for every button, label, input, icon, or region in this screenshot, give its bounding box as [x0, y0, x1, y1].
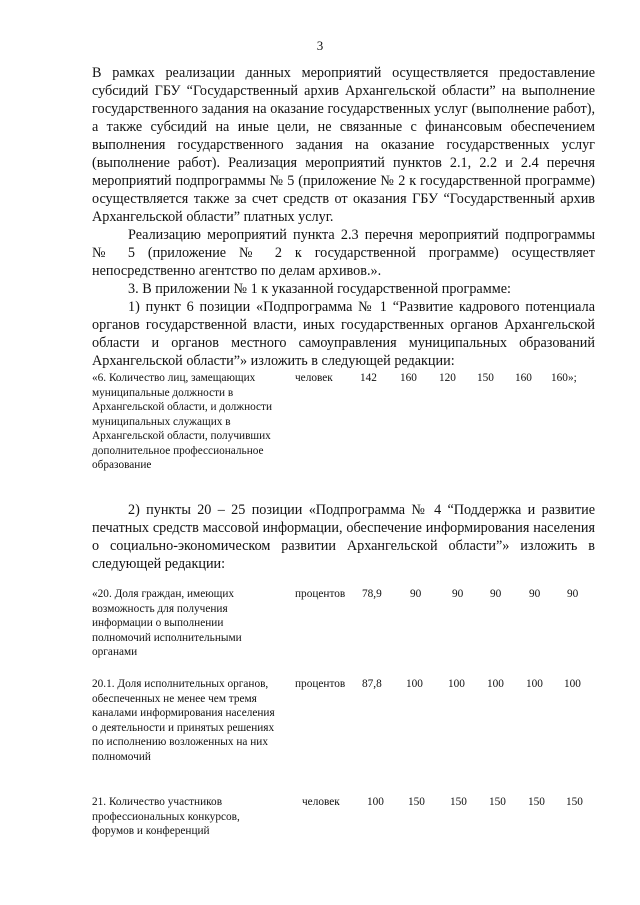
- indicator-value: 90: [529, 588, 541, 600]
- document-body: [92, 64, 595, 865]
- indicator-unit: человек: [302, 796, 340, 808]
- indicator-value: 90: [567, 588, 579, 600]
- indicator-value: 160: [515, 372, 532, 384]
- indicator-unit: человек: [295, 372, 333, 384]
- indicator-value: 150: [566, 796, 583, 808]
- indicator-value: 100: [448, 678, 465, 690]
- indicator-value: 100: [564, 678, 581, 690]
- paragraph-appendix-1: 3. В приложении № 1 к указанной государственной программе:: [128, 281, 511, 297]
- page-number: 3: [316, 38, 324, 53]
- indicator-value: 90: [410, 588, 422, 600]
- indicator-value: 150: [408, 796, 425, 808]
- paragraph-item-2-3: Реализацию мероприятий пункта 2.3 перечня мероприятий подпрограммы № 5 (приложение № 2 к государственной программе) осуществляет непосредственно агентство по делам архивов.».: [92, 227, 595, 279]
- indicator-value: 142: [360, 372, 377, 384]
- indicator-label: «6. Количество лиц, замещающих муниципальные должности в Архангельской области, и должности муниципальных служащих в Архангельской области, получивших дополнительное профессиональное образование: [92, 372, 273, 471]
- indicator-value: 100: [526, 678, 543, 690]
- indicator-unit: процентов: [295, 588, 346, 600]
- table-row: [92, 587, 595, 677]
- indicator-label: «20. Доля граждан, имеющих возможность для получения информации о выполнении полномочий исполнительными органами: [92, 588, 242, 658]
- indicator-value: 100: [367, 796, 384, 808]
- table-row: [92, 371, 595, 501]
- indicator-value: 78,9: [362, 588, 382, 600]
- indicator-value: 100: [487, 678, 504, 690]
- indicator-value: 150: [450, 796, 467, 808]
- indicator-value: 150: [477, 372, 494, 384]
- indicator-label: 20.1. Доля исполнительных органов, обеспеченных не менее чем тремя каналами информирования населения о деятельности и принятых решениях по исполнению возложенных на них полномочий: [92, 678, 275, 763]
- indicator-value: 90: [452, 588, 464, 600]
- table-row: [92, 795, 595, 865]
- indicator-value: 160: [400, 372, 417, 384]
- table-row: [92, 677, 595, 795]
- indicator-value: 90: [490, 588, 502, 600]
- indicator-value: 150: [528, 796, 545, 808]
- indicator-label: 21. Количество участников профессиональных конкурсов, форумов и конференций: [92, 796, 240, 837]
- paragraph-items-20-25: 2) пункты 20 – 25 позиции «Подпрограмма № 4 “Поддержка и развитие печатных средств массовой информации, обеспечение информирования населения о социально-экономическом развитии Архангельской области”» изложить в следующей редакции:: [92, 502, 595, 572]
- paragraph-item-6: 1) пункт 6 позиции «Подпрограмма № 1 “Развитие кадрового потенциала органов государственной власти, иных государственных органов Архангельской области и органов местного самоуправления муниципальных образований Архангельской области”» изложить в следующей редакции:: [92, 299, 595, 369]
- indicator-value: 150: [489, 796, 506, 808]
- indicator-value: 120: [439, 372, 456, 384]
- indicator-value: 87,8: [362, 678, 382, 690]
- indicator-value: 100: [406, 678, 423, 690]
- indicator-unit: процентов: [295, 678, 346, 690]
- paragraph-subsidies: В рамках реализации данных мероприятий осуществляется предоставление субсидий ГБУ “Государственный архив Архангельской области” на выполнение государственного задания на оказание государственных услуг (выполнение работ), а также субсидий на иные цели, не связанные с финансовым обеспечением выполнения государственного задания на оказание государственных услуг (выполнение работ). Реализация мероприятий пунктов 2.1, 2.2 и 2.4 перечня мероприятий подпрограммы № 5 (приложение № 2 к государственной программе) осуществляется также за счет средств от оказания ГБУ “Государственный архив Архангельской области” платных услуг.: [92, 65, 595, 225]
- indicator-value: 160»;: [551, 372, 577, 384]
